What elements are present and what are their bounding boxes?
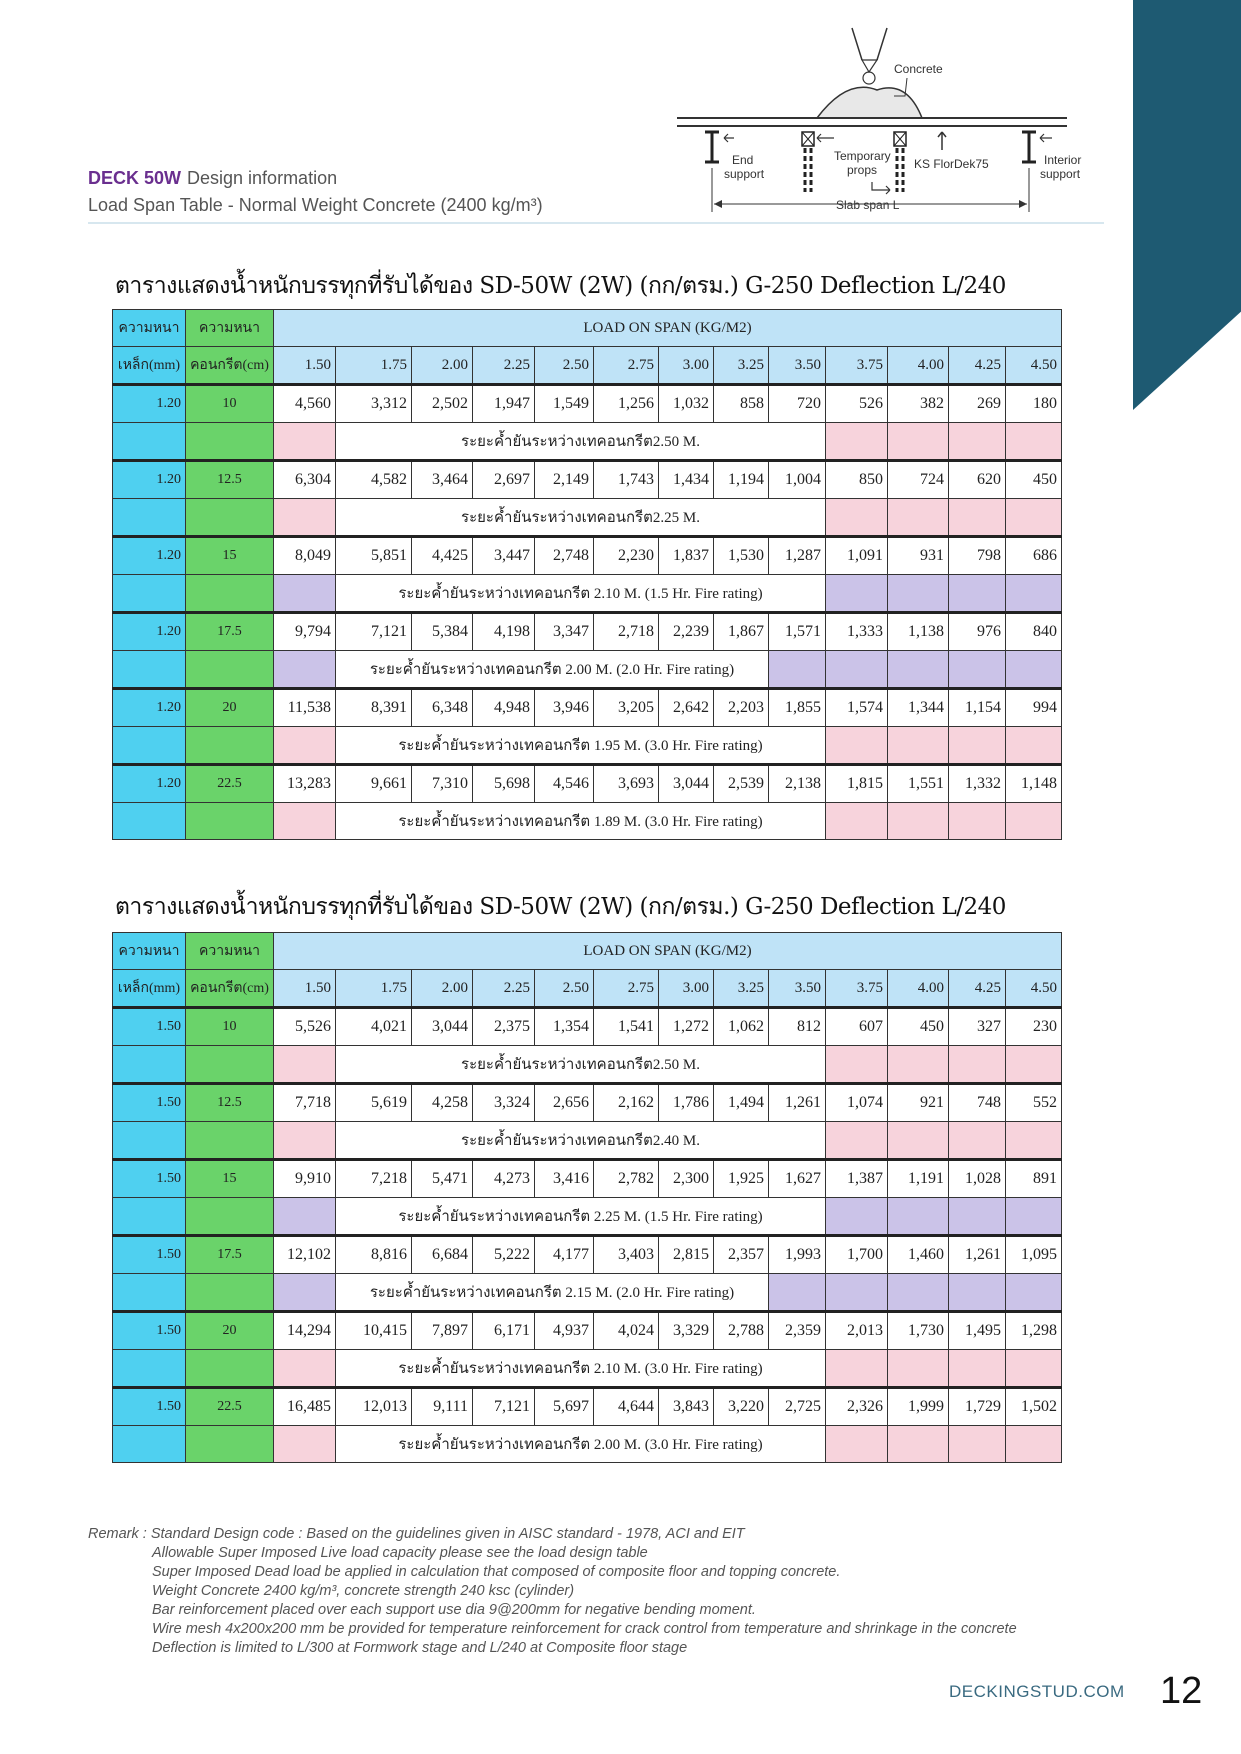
load-value: 891 <box>1006 1160 1062 1198</box>
table-row <box>113 1160 1062 1198</box>
propping-row <box>113 1350 1062 1388</box>
load-value: 4,273 <box>473 1160 535 1198</box>
load-value: 10,415 <box>336 1312 412 1350</box>
load-value: 4,937 <box>535 1312 594 1350</box>
table-row <box>113 537 1062 575</box>
col-header-concrete-unit: คอนกรีต(cm) <box>186 347 274 385</box>
concrete-thickness: 20 <box>186 689 274 727</box>
load-value: 2,718 <box>594 613 659 651</box>
deck-diagram <box>672 20 1102 220</box>
table-row <box>113 689 1062 727</box>
load-value: 724 <box>888 461 949 499</box>
load-value: 2,013 <box>826 1312 888 1350</box>
steel-thickness: 1.50 <box>113 1236 186 1274</box>
load-value: 9,910 <box>274 1160 336 1198</box>
concrete-thickness: 15 <box>186 1160 274 1198</box>
load-value: 1,332 <box>949 765 1006 803</box>
load-value: 4,198 <box>473 613 535 651</box>
load-value: 450 <box>888 1008 949 1046</box>
load-value: 1,261 <box>949 1236 1006 1274</box>
slab-span-label: Slab span L <box>836 198 900 212</box>
propping-note: ระยะค้ำยันระหว่างเทคอนกรีต 2.00 M. (3.0 Hr. Fire rating) <box>336 1426 826 1463</box>
load-value: 450 <box>1006 461 1062 499</box>
load-value: 976 <box>949 613 1006 651</box>
span-header: 2.50 <box>535 970 594 1008</box>
load-value: 2,359 <box>769 1312 826 1350</box>
interior-support-label-2: support <box>1040 167 1081 181</box>
load-value: 3,205 <box>594 689 659 727</box>
table-row <box>113 1388 1062 1426</box>
load-value: 2,539 <box>714 765 769 803</box>
load-value: 1,004 <box>769 461 826 499</box>
load-value: 5,222 <box>473 1236 535 1274</box>
steel-thickness: 1.50 <box>113 1008 186 1046</box>
load-value: 850 <box>826 461 888 499</box>
load-table-2 <box>112 932 1062 1463</box>
load-value: 1,627 <box>769 1160 826 1198</box>
load-value: 2,656 <box>535 1084 594 1122</box>
concrete-thickness: 17.5 <box>186 613 274 651</box>
load-value: 11,538 <box>274 689 336 727</box>
steel-thickness: 1.20 <box>113 537 186 575</box>
load-value: 552 <box>1006 1084 1062 1122</box>
load-value: 2,162 <box>594 1084 659 1122</box>
load-value: 1,743 <box>594 461 659 499</box>
load-value: 4,546 <box>535 765 594 803</box>
load-value: 840 <box>1006 613 1062 651</box>
load-value: 3,447 <box>473 537 535 575</box>
header-line1: Design information <box>187 168 338 188</box>
load-value: 3,324 <box>473 1084 535 1122</box>
load-value: 931 <box>888 537 949 575</box>
load-value: 2,782 <box>594 1160 659 1198</box>
load-on-span-header: LOAD ON SPAN (KG/M2) <box>274 933 1062 970</box>
page-header <box>88 168 543 216</box>
load-value: 9,794 <box>274 613 336 651</box>
propping-note: ระยะค้ำยันระหว่างเทคอนกรีต 1.89 M. (3.0 Hr. Fire rating) <box>336 803 826 840</box>
load-value: 1,855 <box>769 689 826 727</box>
load-value: 1,191 <box>888 1160 949 1198</box>
span-header: 2.25 <box>473 347 535 385</box>
load-value: 1,530 <box>714 537 769 575</box>
load-value: 1,925 <box>714 1160 769 1198</box>
propping-note: ระยะค้ำยันระหว่างเทคอนกรีต 2.15 M. (2.0 Hr. Fire rating) <box>336 1274 769 1312</box>
load-value: 1,074 <box>826 1084 888 1122</box>
load-value: 3,946 <box>535 689 594 727</box>
load-value: 1,867 <box>714 613 769 651</box>
load-value: 3,044 <box>412 1008 473 1046</box>
brand-name: DECK 50W <box>88 168 182 188</box>
col-header-steel-unit: เหล็ก(mm) <box>113 347 186 385</box>
load-value: 3,403 <box>594 1236 659 1274</box>
load-value: 2,230 <box>594 537 659 575</box>
table-row <box>113 385 1062 423</box>
footer-url[interactable]: DECKINGSTUD.COM <box>949 1682 1125 1701</box>
col-header-concrete: ความหนา <box>186 310 274 347</box>
load-value: 1,298 <box>1006 1312 1062 1350</box>
load-value: 2,149 <box>535 461 594 499</box>
load-value: 1,460 <box>888 1236 949 1274</box>
load-value: 798 <box>949 537 1006 575</box>
table-2-title: ตารางแสดงน้ำหนักบรรทุกที่รับได้ของ SD-50W (2W) (กก/ตรม.) G-250 Deflection L/240 <box>115 894 1006 920</box>
load-value: 2,788 <box>714 1312 769 1350</box>
propping-note: ระยะค้ำยันระหว่างเทคอนกรีต 2.25 M. (1.5 Hr. Fire rating) <box>336 1198 826 1236</box>
span-header: 4.00 <box>888 970 949 1008</box>
propping-row <box>113 1198 1062 1236</box>
steel-thickness: 1.50 <box>113 1084 186 1122</box>
load-value: 1,387 <box>826 1160 888 1198</box>
span-header: 3.50 <box>769 347 826 385</box>
span-header: 2.75 <box>594 347 659 385</box>
load-value: 3,312 <box>336 385 412 423</box>
propping-note: ระยะค้ำยันระหว่างเทคอนกรีต 2.10 M. (1.5 Hr. Fire rating) <box>336 575 826 613</box>
load-value: 5,698 <box>473 765 535 803</box>
propping-row <box>113 423 1062 461</box>
propping-row <box>113 1274 1062 1312</box>
load-value: 1,495 <box>949 1312 1006 1350</box>
span-header: 2.25 <box>473 970 535 1008</box>
concrete-thickness: 12.5 <box>186 1084 274 1122</box>
propping-note: ระยะค้ำยันระหว่างเทคอนกรีต 2.00 M. (2.0 Hr. Fire rating) <box>336 651 769 689</box>
load-value: 2,697 <box>473 461 535 499</box>
load-value: 180 <box>1006 385 1062 423</box>
load-value: 8,391 <box>336 689 412 727</box>
table-row <box>113 1008 1062 1046</box>
load-value: 1,786 <box>659 1084 714 1122</box>
load-value: 2,326 <box>826 1388 888 1426</box>
load-value: 382 <box>888 385 949 423</box>
concrete-thickness: 22.5 <box>186 1388 274 1426</box>
load-value: 2,815 <box>659 1236 714 1274</box>
load-value: 1,700 <box>826 1236 888 1274</box>
span-header: 3.25 <box>714 970 769 1008</box>
load-value: 3,220 <box>714 1388 769 1426</box>
load-value: 1,062 <box>714 1008 769 1046</box>
load-value: 748 <box>949 1084 1006 1122</box>
propping-row <box>113 651 1062 689</box>
load-value: 2,642 <box>659 689 714 727</box>
span-header: 1.75 <box>336 347 412 385</box>
load-value: 1,947 <box>473 385 535 423</box>
load-value: 2,300 <box>659 1160 714 1198</box>
propping-row <box>113 575 1062 613</box>
col-header-concrete-unit: คอนกรีต(cm) <box>186 970 274 1008</box>
propping-note: ระยะค้ำยันระหว่างเทคอนกรีต2.50 M. <box>336 1046 826 1084</box>
steel-thickness: 1.50 <box>113 1160 186 1198</box>
load-value: 9,661 <box>336 765 412 803</box>
load-value: 9,111 <box>412 1388 473 1426</box>
load-value: 4,644 <box>594 1388 659 1426</box>
table-row <box>113 765 1062 803</box>
load-value: 4,024 <box>594 1312 659 1350</box>
propping-row <box>113 499 1062 537</box>
load-on-span-header: LOAD ON SPAN (KG/M2) <box>274 310 1062 347</box>
propping-row <box>113 727 1062 765</box>
load-value: 1,993 <box>769 1236 826 1274</box>
remark-line: Weight Concrete 2400 kg/m³, concrete strength 240 ksc (cylinder) <box>152 1583 575 1599</box>
load-value: 1,837 <box>659 537 714 575</box>
load-value: 7,897 <box>412 1312 473 1350</box>
load-value: 5,851 <box>336 537 412 575</box>
load-value: 1,729 <box>949 1388 1006 1426</box>
load-value: 14,294 <box>274 1312 336 1350</box>
concrete-label: Concrete <box>894 62 943 76</box>
concrete-thickness: 10 <box>186 1008 274 1046</box>
propping-note: ระยะค้ำยันระหว่างเทคอนกรีต 1.95 M. (3.0 Hr. Fire rating) <box>336 727 826 765</box>
span-header: 3.75 <box>826 347 888 385</box>
col-header-steel-unit: เหล็ก(mm) <box>113 970 186 1008</box>
propping-row <box>113 1426 1062 1463</box>
load-value: 2,725 <box>769 1388 826 1426</box>
steel-thickness: 1.20 <box>113 385 186 423</box>
load-value: 4,948 <box>473 689 535 727</box>
interior-support-label-1: Interior <box>1044 153 1082 167</box>
load-value: 8,049 <box>274 537 336 575</box>
props-label-1: Temporary <box>834 149 891 163</box>
load-value: 6,684 <box>412 1236 473 1274</box>
load-value: 1,571 <box>769 613 826 651</box>
span-header: 3.75 <box>826 970 888 1008</box>
load-value: 4,177 <box>535 1236 594 1274</box>
propping-note: ระยะค้ำยันระหว่างเทคอนกรีต2.40 M. <box>336 1122 826 1160</box>
load-value: 620 <box>949 461 1006 499</box>
span-header: 1.50 <box>274 347 336 385</box>
steel-thickness: 1.50 <box>113 1388 186 1426</box>
propping-row <box>113 1122 1062 1160</box>
load-value: 230 <box>1006 1008 1062 1046</box>
load-value: 812 <box>769 1008 826 1046</box>
load-value: 1,333 <box>826 613 888 651</box>
load-value: 7,121 <box>336 613 412 651</box>
load-value: 4,560 <box>274 385 336 423</box>
load-value: 16,485 <box>274 1388 336 1426</box>
load-value: 1,032 <box>659 385 714 423</box>
table-row <box>113 1236 1062 1274</box>
load-value: 1,574 <box>826 689 888 727</box>
concrete-thickness: 17.5 <box>186 1236 274 1274</box>
remark-line: Allowable Super Imposed Live load capacity please see the load design table <box>152 1545 648 1561</box>
span-header: 3.00 <box>659 347 714 385</box>
load-value: 1,256 <box>594 385 659 423</box>
page-number: 12 <box>1160 1670 1203 1712</box>
table-row <box>113 461 1062 499</box>
load-value: 3,693 <box>594 765 659 803</box>
load-value: 12,102 <box>274 1236 336 1274</box>
load-value: 2,203 <box>714 689 769 727</box>
col-header-steel: ความหนา <box>113 933 186 970</box>
propping-note: ระยะค้ำยันระหว่างเทคอนกรีต2.25 M. <box>336 499 826 537</box>
span-header: 4.00 <box>888 347 949 385</box>
load-value: 269 <box>949 385 1006 423</box>
load-value: 8,816 <box>336 1236 412 1274</box>
span-header: 4.25 <box>949 970 1006 1008</box>
span-header: 3.25 <box>714 347 769 385</box>
remark-line: Wire mesh 4x200x200 mm be provided for temperature reinforcement for crack control from temperature and shrinkage in the concrete <box>152 1621 1017 1637</box>
load-value: 858 <box>714 385 769 423</box>
load-value: 2,375 <box>473 1008 535 1046</box>
load-value: 3,416 <box>535 1160 594 1198</box>
load-value: 5,384 <box>412 613 473 651</box>
load-value: 5,526 <box>274 1008 336 1046</box>
span-header: 2.00 <box>412 970 473 1008</box>
propping-note: ระยะค้ำยันระหว่างเทคอนกรีต2.50 M. <box>336 423 826 461</box>
span-header: 2.75 <box>594 970 659 1008</box>
load-value: 6,171 <box>473 1312 535 1350</box>
remark-line: Standard Design code : Based on the guidelines given in AISC standard - 1978, ACI and EIT <box>150 1526 745 1542</box>
corner-decoration <box>1133 0 1241 410</box>
load-value: 1,354 <box>535 1008 594 1046</box>
load-value: 7,218 <box>336 1160 412 1198</box>
concrete-thickness: 22.5 <box>186 765 274 803</box>
load-value: 1,091 <box>826 537 888 575</box>
load-value: 1,502 <box>1006 1388 1062 1426</box>
load-value: 3,044 <box>659 765 714 803</box>
load-value: 526 <box>826 385 888 423</box>
remark-line: Bar reinforcement placed over each support use dia 9@200mm for negative bending moment. <box>152 1602 756 1618</box>
load-value: 1,272 <box>659 1008 714 1046</box>
steel-thickness: 1.20 <box>113 461 186 499</box>
load-value: 6,304 <box>274 461 336 499</box>
load-value: 994 <box>1006 689 1062 727</box>
concrete-thickness: 15 <box>186 537 274 575</box>
load-value: 13,283 <box>274 765 336 803</box>
steel-thickness: 1.20 <box>113 689 186 727</box>
load-value: 4,582 <box>336 461 412 499</box>
concrete-thickness: 20 <box>186 1312 274 1350</box>
load-value: 1,815 <box>826 765 888 803</box>
end-support-label-2: support <box>724 167 765 181</box>
deck-label: KS FlorDek75 <box>914 157 989 171</box>
load-value: 4,021 <box>336 1008 412 1046</box>
remark-label: Remark : <box>88 1526 147 1542</box>
col-header-steel: ความหนา <box>113 310 186 347</box>
table-row <box>113 1084 1062 1122</box>
propping-row <box>113 1046 1062 1084</box>
steel-thickness: 1.50 <box>113 1312 186 1350</box>
load-value: 5,697 <box>535 1388 594 1426</box>
load-value: 12,013 <box>336 1388 412 1426</box>
col-header-concrete: ความหนา <box>186 933 274 970</box>
load-value: 1,287 <box>769 537 826 575</box>
load-value: 2,502 <box>412 385 473 423</box>
load-value: 327 <box>949 1008 1006 1046</box>
load-value: 2,357 <box>714 1236 769 1274</box>
load-value: 3,347 <box>535 613 594 651</box>
load-value: 720 <box>769 385 826 423</box>
load-value: 1,730 <box>888 1312 949 1350</box>
concrete-thickness: 12.5 <box>186 461 274 499</box>
load-value: 3,464 <box>412 461 473 499</box>
load-value: 2,138 <box>769 765 826 803</box>
load-value: 2,748 <box>535 537 594 575</box>
remark-line: Super Imposed Dead load be applied in calculation that composed of composite floor and topping concrete. <box>152 1564 841 1580</box>
span-header: 4.50 <box>1006 970 1062 1008</box>
load-value: 607 <box>826 1008 888 1046</box>
remark-line: Deflection is limited to L/300 at Formwork stage and L/240 at Composite floor stage <box>152 1640 688 1656</box>
load-value: 1,138 <box>888 613 949 651</box>
load-value: 1,095 <box>1006 1236 1062 1274</box>
load-value: 3,329 <box>659 1312 714 1350</box>
load-value: 686 <box>1006 537 1062 575</box>
props-label-2: props <box>847 163 878 177</box>
header-divider <box>88 222 1104 224</box>
load-value: 7,121 <box>473 1388 535 1426</box>
header-line2: Load Span Table - Normal Weight Concrete (2400 kg/m³) <box>88 195 543 215</box>
load-table-1 <box>112 309 1062 840</box>
load-value: 2,239 <box>659 613 714 651</box>
load-value: 1,028 <box>949 1160 1006 1198</box>
load-value: 1,148 <box>1006 765 1062 803</box>
propping-note: ระยะค้ำยันระหว่างเทคอนกรีต 2.10 M. (3.0 Hr. Fire rating) <box>336 1350 826 1388</box>
span-header: 3.50 <box>769 970 826 1008</box>
load-value: 1,999 <box>888 1388 949 1426</box>
span-header: 1.75 <box>336 970 412 1008</box>
load-value: 1,434 <box>659 461 714 499</box>
span-header: 4.50 <box>1006 347 1062 385</box>
load-value: 5,619 <box>336 1084 412 1122</box>
table-row <box>113 1312 1062 1350</box>
end-support-label-1: End <box>732 153 754 167</box>
load-value: 6,348 <box>412 689 473 727</box>
load-value: 1,261 <box>769 1084 826 1122</box>
load-value: 1,551 <box>888 765 949 803</box>
steel-thickness: 1.20 <box>113 765 186 803</box>
table-row <box>113 613 1062 651</box>
load-value: 4,425 <box>412 537 473 575</box>
span-header: 2.00 <box>412 347 473 385</box>
span-header: 1.50 <box>274 970 336 1008</box>
load-value: 921 <box>888 1084 949 1122</box>
load-value: 1,541 <box>594 1008 659 1046</box>
load-value: 1,344 <box>888 689 949 727</box>
load-value: 7,310 <box>412 765 473 803</box>
propping-row <box>113 803 1062 840</box>
load-value: 3,843 <box>659 1388 714 1426</box>
concrete-thickness: 10 <box>186 385 274 423</box>
load-value: 4,258 <box>412 1084 473 1122</box>
steel-thickness: 1.20 <box>113 613 186 651</box>
load-value: 1,154 <box>949 689 1006 727</box>
span-header: 2.50 <box>535 347 594 385</box>
remark-section <box>88 1525 1138 1658</box>
load-value: 7,718 <box>274 1084 336 1122</box>
table-1-title: ตารางแสดงน้ำหนักบรรทุกที่รับได้ของ SD-50W (2W) (กก/ตรม.) G-250 Deflection L/240 <box>115 273 1006 299</box>
load-value: 5,471 <box>412 1160 473 1198</box>
span-header: 4.25 <box>949 347 1006 385</box>
span-header: 3.00 <box>659 970 714 1008</box>
load-value: 1,494 <box>714 1084 769 1122</box>
load-value: 1,194 <box>714 461 769 499</box>
load-value: 1,549 <box>535 385 594 423</box>
